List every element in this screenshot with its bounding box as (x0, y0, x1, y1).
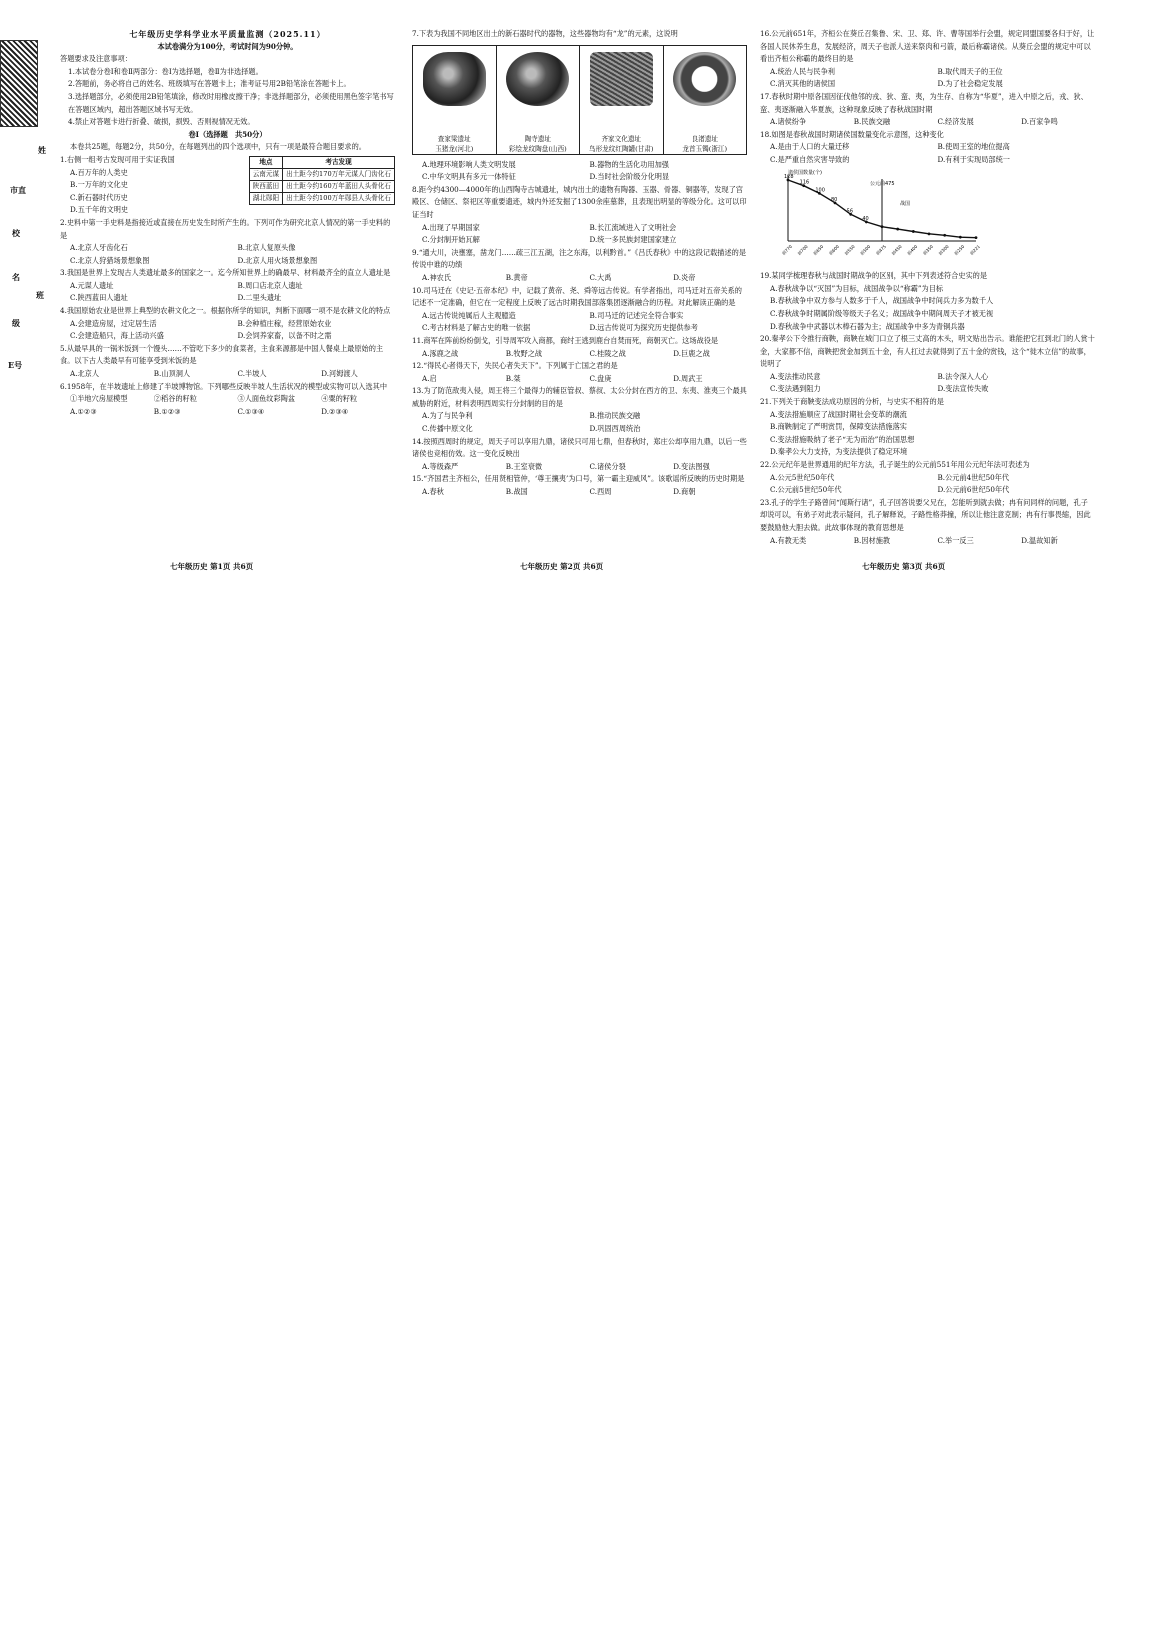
binding-label: 校 (12, 228, 20, 238)
option[interactable]: D.秦孝公大力支持，为变法提供了稳定环境 (770, 447, 908, 457)
option[interactable]: B.取代周天子的王位 (937, 66, 1003, 76)
option[interactable]: B.春秋战争中双方参与人数多于千人，战国战争中时间兵力多为数千人 (770, 296, 994, 306)
question-stem: 20.秦孝公下令推行商鞅，商鞅在城门口立了根三丈高的木头，明文贴出告示。谁能把它扛到北门的人赏十金，大家都不信，商鞅把赏金加到五十金，有人扛过去就得到了五十金的赏钱，这个“徙木立信”的故事，说明了 (760, 334, 1095, 369)
notes-heading: 答题要求及注意事项： (60, 54, 132, 64)
option[interactable]: ③人面鱼纹彩陶盆 (237, 394, 296, 404)
option[interactable]: A.等级森严 (422, 461, 459, 471)
relic-cell (497, 46, 581, 154)
option[interactable]: D.河姆渡人 (321, 369, 358, 379)
option[interactable]: C.半坡人 (237, 369, 267, 379)
exam-title: 七年级历史学科学业水平质量监测（2025.11） (129, 29, 326, 39)
option[interactable]: B.黄帝 (505, 272, 528, 282)
option[interactable]: A.变法措施顺应了战国时期社会变革的潮流 (770, 409, 907, 419)
option[interactable]: B.牧野之战 (505, 348, 543, 358)
relic-name: 龙首玉镯(浙江) (682, 144, 728, 153)
option[interactable]: A.启 (422, 373, 437, 383)
option[interactable]: ④粟的籽粒 (321, 394, 358, 404)
question-stem: 12.“得民心者得天下，失民心者失天下”。下列属于亡国之君的是 (412, 361, 618, 371)
option[interactable]: A.为了与民争利 (422, 411, 473, 421)
option[interactable]: B.战国 (505, 487, 528, 497)
x-tick-label: 前300 (937, 243, 950, 256)
x-tick-label: 前221 (968, 243, 982, 256)
option[interactable]: D.变法图强 (673, 461, 710, 471)
question-list (760, 28, 1095, 167)
page-3-column (760, 28, 1095, 547)
option[interactable]: C.变法措施吸纳了老子“无为而治”的治国思想 (770, 434, 915, 444)
option[interactable]: B.司马迁的记述完全符合事实 (589, 310, 684, 320)
option[interactable]: C.经济发展 (937, 117, 974, 127)
data-label: 128 (784, 173, 794, 180)
x-tick-label: 前650 (812, 243, 825, 256)
data-point (975, 236, 978, 239)
option[interactable]: B.长江流域进入了文明社会 (589, 222, 677, 232)
table-cell: 出土距今约170万年元谋人门齿化石 (283, 168, 395, 180)
option[interactable]: A.春秋 (422, 487, 444, 497)
x-tick-label: 前400 (906, 243, 919, 256)
y-axis-label: 诸侯国数量(个) (788, 169, 822, 176)
option[interactable]: C.分封制开始瓦解 (422, 235, 480, 245)
option[interactable]: D.统一多民族封建国家建立 (589, 235, 677, 245)
exam-sheet (0, 0, 1156, 600)
options (60, 393, 395, 406)
note-item: 2.答题前，务必将自己的姓名、班级填写在答题卡上；准考证号用2B铅笔涂在答题卡上。 (68, 79, 351, 89)
options (60, 406, 395, 419)
option[interactable]: B.周口店北京人遗址 (237, 280, 303, 290)
data-point (912, 230, 915, 233)
option[interactable]: A.变法推动民意 (770, 371, 821, 381)
question-stem: 2.史料中第一手史料是指接近或直接在历史发生时所产生的。下列可作为研究北京人情况的第一手史料的是 (60, 217, 391, 240)
option[interactable]: A.神农氏 (422, 272, 452, 282)
options (412, 310, 747, 335)
jade-bracelet-image (673, 52, 736, 106)
binding-label: 市直 (10, 185, 26, 195)
option[interactable]: B.器物的生活化功用加强 (589, 159, 669, 169)
option[interactable]: D.北京人用火场景想象图 (237, 255, 318, 265)
data-point (928, 232, 931, 235)
x-tick-label: 前250 (953, 243, 966, 256)
pottery-jar-image (590, 52, 653, 106)
option[interactable]: A.地理环境影响人类文明发展 (422, 159, 516, 169)
question-stem: 9.“通大川，决壅塞，凿龙门……疏三江五湖，注之东海，以利黔首。”《吕氏春秋》中的这段记载描述的是传说中谁的功绩 (412, 247, 747, 270)
relic-site: 查家梁遗址 (437, 134, 471, 143)
question-stem: 18.如图是春秋战国时期诸侯国数量变化示意图，这种变化 (760, 129, 944, 139)
question-stem: 13.为了防范敌夷入侵，周王将三个最得力的辅臣管叔、蔡叔、太公分封在西方的卫、东夷、淮夷三个最具威胁的附近，材料表明西周实行分封制的目的是 (412, 386, 747, 408)
options (60, 242, 395, 267)
x-tick-label: 前500 (859, 243, 872, 256)
options (60, 368, 395, 381)
binding-strip (0, 40, 38, 127)
question-stem: 23.孔子的学生子路曾问“闻斯行诸”，孔子回答说要父兄在，怎能听到就去做；冉有问同样的问题，孔子却说可以，有弟子对此表示疑问，孔子解释说，子路性格莽撞，所以让他注意克制；冉有行事畏缩，因此要鼓励他大胆去做。此故事体现的教育思想是 (760, 497, 1091, 532)
option[interactable]: C.桂陵之战 (589, 348, 626, 358)
option[interactable]: C.大禹 (589, 272, 612, 282)
binding-label: 名 (12, 272, 20, 282)
option[interactable]: A.统治人民与民争利 (770, 66, 835, 76)
data-label: 40 (862, 215, 869, 222)
option[interactable]: D.有利于实现局部统一 (937, 154, 1010, 164)
options (760, 66, 1095, 91)
table-cell: 出土距今约100万年郧县人头骨化石 (283, 192, 395, 204)
option[interactable]: C.①③④ (237, 406, 265, 416)
options (60, 318, 395, 343)
relic-name: 玉猪龙(河北) (435, 144, 474, 153)
data-point (959, 235, 962, 238)
option[interactable]: C.是严重自然灾害导致的 (770, 154, 850, 164)
option[interactable]: C.公元前5世纪50年代 (770, 485, 842, 495)
options (760, 116, 1095, 129)
table-row (249, 192, 394, 204)
option[interactable]: D.②③④ (321, 406, 349, 416)
option[interactable]: D.百家争鸣 (1021, 117, 1058, 127)
data-point (943, 233, 946, 236)
question-stem: 22.公元纪年是世界通用的纪年方法，孔子诞生的公元前551年用公元纪年法可表述为 (760, 460, 1030, 470)
option[interactable]: A.百万年的人类史 (70, 167, 128, 177)
option[interactable]: A.北京人 (70, 369, 100, 379)
table-header: 地点 (249, 156, 282, 168)
option[interactable]: A.是由于人口的大量迁移 (770, 142, 850, 152)
option[interactable]: A.涿鹿之战 (422, 348, 459, 358)
data-point (896, 227, 899, 230)
relic-name: 鸟形龙纹红陶罐(甘肃) (589, 144, 654, 153)
option[interactable]: D.周武王 (673, 373, 703, 383)
question-stem: 7.下表为我国不同地区出土的新石器时代的器物，这些器物均有“龙”的元素，这说明 (412, 29, 678, 38)
page-1-column (60, 28, 395, 418)
page-2-column (412, 28, 747, 499)
question-stem: 10.司马迁在《史记·五帝本纪》中，记载了黄帝、尧、舜等远古传说。有学者指出，司马迁对五帝关系的记述不一定准确，但它在一定程度上反映了远古时期我国部落集团逐渐融合的历程。对此解读正确的是 (412, 285, 742, 308)
binding-label: 姓 (38, 145, 46, 155)
page-footer: 七年级历史 第3页 共6页 (862, 562, 946, 571)
option[interactable]: C.陕西蓝田人遗址 (70, 293, 128, 303)
option[interactable]: A.春秋战争以“灭国”为目标，战国战争以“称霸”为目标 (770, 283, 944, 293)
table-header: 考古发现 (283, 156, 395, 168)
option[interactable]: A.北京人牙齿化石 (70, 243, 128, 253)
option[interactable]: C.新石器时代历史 (70, 192, 128, 202)
option[interactable]: B.一万年的文化史 (70, 180, 128, 190)
option[interactable]: ②稻谷的籽粒 (153, 394, 197, 404)
option[interactable]: B.民族交融 (853, 117, 891, 127)
option[interactable]: ①半地穴房屋模型 (70, 394, 128, 404)
option[interactable]: C.中华文明具有多元一体特征 (422, 172, 516, 182)
data-label: 56 (846, 207, 854, 214)
option[interactable]: C.诸侯分裂 (589, 461, 626, 471)
option[interactable]: C.北京人狩猎场景想象图 (70, 255, 150, 265)
relics-table (412, 45, 747, 155)
question-stem: 11.商军在阵前纷纷倒戈，引导周军攻入商都，商纣王逃到鹿台自焚而死，商朝灭亡。这场战役是 (412, 335, 719, 345)
option[interactable]: A.会建造房屋，过定居生活 (70, 318, 157, 328)
x-tick-label: 前550 (843, 243, 856, 256)
binding-label: 级 (12, 318, 20, 328)
question-stem: 3.我国是世界上发现古人类遗址最多的国家之一。迄今所知世界上的确最早、材料最齐全的直立人遗址是 (60, 268, 391, 278)
page-footer: 七年级历史 第1页 共6页 (170, 562, 254, 571)
option[interactable]: C.举一反三 (937, 535, 974, 545)
option[interactable]: A.公元5世纪50年代 (770, 472, 835, 482)
option[interactable]: A.元谋人遗址 (70, 280, 114, 290)
part-intro: 本卷共25题，每题2分，共50分，在每题列出的四个选项中，只有一项是最符合题目要求的。 (70, 142, 366, 152)
x-tick-label: 前350 (921, 243, 935, 256)
option[interactable]: D.为了社会稳定发展 (937, 79, 1003, 89)
options (60, 280, 395, 305)
relic-cell (664, 46, 747, 154)
option[interactable]: B.桀 (505, 373, 521, 383)
question-stem: 5.从最早具的一锅米饭到一个馒头……不管吃下多少的食菜者，主食来源都是中国人餐桌上最原始的主食。以下古人类最早有可能享受到米饭的是 (60, 343, 384, 366)
x-tick-label: 前475 (874, 243, 888, 256)
option[interactable]: D.五千年的文明史 (70, 205, 129, 215)
page-footer: 七年级历史 第2页 共6页 (520, 562, 604, 571)
chart-annotation: 战国 (900, 200, 911, 207)
table-row (249, 168, 394, 180)
option[interactable]: D.二里头遗址 (237, 293, 282, 303)
options (412, 461, 747, 474)
x-tick-label: 前600 (827, 243, 841, 256)
note-item: 1.本试卷分卷Ⅰ和卷Ⅱ两部分：卷Ⅰ为选择题，卷Ⅱ为非选择题。 (68, 66, 263, 76)
relic-site: 陶寺遗址 (524, 134, 551, 143)
pottery-plate-image (506, 52, 569, 106)
option[interactable]: C.变法遇到阻力 (770, 384, 821, 394)
binding-label: E号 (8, 360, 23, 370)
binding-label: 班 (36, 290, 44, 300)
table-row (249, 180, 394, 192)
relic-cell (413, 46, 497, 154)
options (760, 283, 1095, 333)
data-label: 80 (831, 196, 838, 203)
question-stem: 4.我国原始农业是世界上典型的农耕文化之一。根据你所学的知识，判断下面哪一项不是农耕文化的特点 (60, 306, 391, 316)
chart-annotation: 公元前475 (870, 180, 895, 187)
states-count-chart (766, 169, 986, 264)
options (60, 167, 243, 217)
table-cell: 陕西蓝田 (249, 180, 282, 192)
options (412, 410, 747, 435)
relic-name: 彩绘龙纹陶盘(山西) (508, 144, 567, 153)
option[interactable]: C.春秋战争时期属阶级等级天子名义；战国战争中期间周天子才被无视 (770, 308, 994, 318)
table-cell: 湖北郧阳 (249, 192, 282, 204)
option[interactable]: D.春秋战争中武器以木棒石器为主；战国战争中多为青铜兵器 (770, 321, 965, 331)
option[interactable]: D.公元前6世纪50年代 (937, 485, 1010, 495)
option[interactable]: D.温故知新 (1021, 535, 1058, 545)
options (760, 371, 1095, 396)
jade-dragon-image (423, 52, 486, 106)
data-label: 100 (815, 186, 825, 193)
option[interactable]: A.①②③ (70, 406, 97, 416)
option[interactable]: D.巨鹿之战 (673, 348, 710, 358)
option[interactable]: B.北京人复原头像 (237, 243, 296, 253)
option[interactable]: C.盘庚 (589, 373, 612, 383)
options (760, 472, 1095, 497)
x-tick-label: 前450 (890, 243, 903, 256)
note-item: 3.选择题部分，必须使用2B铅笔填涂，修改时用橡皮擦干净；非选择题部分，必须使用黑色签字笔书写在答题区域内，超出答题区域书写无效。 (68, 91, 394, 114)
option[interactable]: C.传播中原文化 (422, 424, 473, 434)
relic-site: 齐家文化遗址 (601, 134, 642, 143)
question-stem: 16.公元前651年，齐桓公在葵丘召集鲁、宋、卫、郑、许、曹等国举行会盟，规定同盟国要各归于好，让各国人民休养生息，发展经济，周天子也派人送来祭肉和弓箭，最后称霸诸侯。从葵丘会盟的规定中可以看出齐桓公称霸的最终目的是 (760, 29, 1095, 64)
relic-site: 良渚遗址 (691, 134, 718, 143)
option[interactable]: D.会饲养家畜，以备不时之需 (237, 331, 332, 341)
options (412, 373, 747, 386)
option[interactable]: B.因材施教 (853, 535, 891, 545)
option[interactable]: D.巩固西周统治 (589, 424, 641, 434)
option[interactable]: B.会种植庄稼，经营原始农业 (237, 318, 332, 328)
relic-cell (580, 46, 664, 154)
data-label: 116 (799, 179, 810, 186)
option[interactable]: A.远古传说纯属后人主观臆造 (422, 310, 516, 320)
table-cell: 出土距今约160万年蓝田人头骨化石 (283, 180, 395, 192)
exam-subtitle: 本试卷满分为100分，考试时间为90分钟。 (157, 41, 298, 51)
option[interactable]: A.出现了早期国家 (422, 222, 480, 232)
options (760, 141, 1095, 166)
question-stem: 8.距今约4300—4000年的山西陶寺古城遗址，城内出土的遗物有陶器、玉器、骨器、铜器等，发现了宫殿区、仓储区、祭祀区等重要遗迹，城内外还发掘了1300余座墓葬，且表现出明显的等级分化。这可以印证当时 (412, 184, 747, 219)
question-stem: 6.1958年，在半坡遗址上修建了半坡博物馆。下列哪些反映半坡人生活状况的模型或实物可以入选其中 (60, 381, 388, 391)
option[interactable]: D.商朝 (673, 487, 696, 497)
options (412, 222, 747, 247)
x-tick-label: 前770 (780, 243, 794, 256)
option[interactable]: A.诸侯纷争 (770, 117, 807, 127)
option[interactable]: B.商鞅制定了严明赏罚，保障变法措施落实 (770, 422, 907, 432)
note-item: 4.禁止对答题卡进行折叠、破损，损毁、否则视情况无效。 (68, 117, 255, 127)
options (412, 159, 747, 184)
archaeology-table (249, 156, 395, 205)
option[interactable]: D.炎帝 (673, 272, 696, 282)
option[interactable]: D.变法宣传失败 (937, 384, 989, 394)
option[interactable]: B.使周王室的地位提高 (937, 142, 1010, 152)
options (412, 272, 747, 285)
option[interactable]: C.考古材料是了解古史的唯一依据 (422, 323, 531, 333)
option[interactable]: B.法令深入人心 (937, 371, 989, 381)
options (412, 486, 747, 499)
question-stem: 15.“齐国君主齐桓公，任用贤相管仲，‘尊王攘夷’为口号，第一霸主迎威风”。该歌谣所反映的历史时期是 (412, 474, 745, 484)
options (760, 409, 1095, 459)
question-stem: 14.按照西周时的规定，周天子可以享用九鼎，诸侯只可用七鼎，但春秋时，郑庄公却享用九鼎，以后一些诸侯也竞相仿效。这一变化反映出 (412, 436, 747, 459)
option[interactable]: D.当时社会阶级分化明显 (589, 172, 670, 182)
question-list (760, 270, 1095, 547)
option[interactable]: B.王室衰微 (505, 461, 543, 471)
option[interactable]: B.①②③ (153, 406, 181, 416)
options (412, 348, 747, 361)
option[interactable]: C.会建造船只，海上活动兴盛 (70, 331, 164, 341)
question-stem: 17.春秋时期中原各国因征伐他邻的戎、狄、蛮、夷，为生存、自称为“华夏”，进入中原之后，戎、狄、蛮、夷逐渐融入华夏族，这种现象反映了春秋战国时期 (760, 91, 1088, 114)
option[interactable]: B.公元前4世纪50年代 (937, 472, 1010, 482)
option[interactable]: A.有教无类 (770, 535, 807, 545)
part-heading: 卷Ⅰ（选择题 共50分） (188, 129, 267, 139)
option[interactable]: C.西周 (589, 487, 612, 497)
option[interactable]: B.山顶洞人 (153, 369, 191, 379)
question-stem: 19.某同学梳理春秋与战国时期战争的区别，其中下列表述符合史实的是 (760, 271, 988, 281)
options (760, 535, 1095, 548)
x-tick-label: 前700 (796, 243, 809, 256)
question-list (412, 184, 747, 499)
option[interactable]: C.消灭其他的诸侯国 (770, 79, 836, 89)
option[interactable]: B.推动民族交融 (589, 411, 641, 421)
option[interactable]: D.远古传说可为探究历史提供参考 (589, 323, 698, 333)
question-stem: 21.下列关于商鞅变法成功原因的分析，与史实不相符的是 (760, 397, 944, 407)
table-cell: 云南元谋 (249, 168, 282, 180)
question-stem: 1.右侧一组考古发现可用于实证我国 (60, 154, 175, 164)
